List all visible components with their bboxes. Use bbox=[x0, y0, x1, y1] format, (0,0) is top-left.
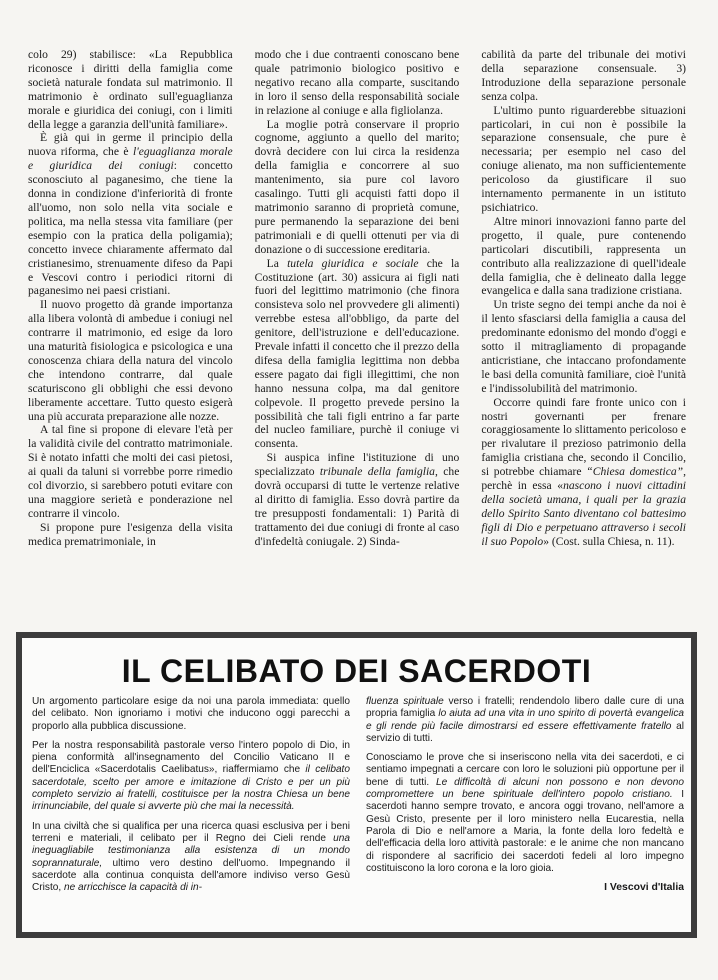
paragraph bbox=[32, 821, 350, 895]
paragraph bbox=[255, 451, 460, 548]
text: , perchè in essa « bbox=[481, 465, 686, 493]
article-column-1 bbox=[28, 48, 233, 604]
text: L'ultimo punto riguarderebbe situazioni particolari, in cui non è possibile la separazione consensuale, che pure è necessaria; per esempio nel caso del coniuge alienato, ma non sufficientemente pericoloso da giustificare il suo internamento permanente in un istituto psichiatrico. bbox=[481, 103, 686, 214]
article-column-3 bbox=[481, 48, 686, 604]
paragraph bbox=[366, 696, 684, 745]
article-column-2 bbox=[255, 48, 460, 604]
paragraph bbox=[28, 423, 233, 520]
paragraph bbox=[28, 521, 233, 549]
paragraph bbox=[255, 118, 460, 257]
italic-text: tribunale della famiglia bbox=[319, 465, 435, 479]
text: , che dovrà occuparsi di tutte le vertenze relative al diritto di famiglia. Esso dovrà partire da tre presupposti fondamentali: 1) Parità di trattamento dei due coniugi di fronte al caso d'infedeltà coniugale. 2) Sinda- bbox=[254, 465, 460, 548]
text: Il nuovo progetto dà grande importanza alla libera volontà di ambedue i coniugi nel contrarre il matrimonio, ed esige da loro una maturità fisiologica e psicologica e una conoscenza chiara della natura del vincolo che intendono contrarre, dal quale scaturiscono gli obblighi che essi devono liberamente accettare. Tutto questo esigerà una più accurata preparazione alle nozze. bbox=[28, 298, 233, 423]
paragraph bbox=[28, 131, 233, 298]
text: verso i fratelli; rendendolo libero dalle cure di una propria famiglia bbox=[366, 696, 684, 720]
paragraph bbox=[481, 48, 686, 104]
paragraph bbox=[255, 257, 460, 452]
paragraph bbox=[481, 104, 686, 215]
italic-text: l'eguaglianza morale e giuridica dei coniugi bbox=[28, 145, 233, 173]
italic-text: una ineguagliabile testimonianza alla esistenza di un mondo soprannaturale, bbox=[32, 832, 350, 869]
text: : concetto sconosciuto al paganesimo, che tiene la donna in condizione d'inferiorità di fronte all'uomo, non solo nella vita sociale e politica, ma nella stessa vita familiare (per esempio con la pratica della poligamia); concetto invece chiaramente affermato dal cristianesimo, strenuamente difeso da Papi e Vescovi contro i periodici ritorni di paganesimo nei paesi cristiani. bbox=[28, 159, 233, 298]
text: colo 29) stabilisce: «La Repubblica riconosce i diritti della famiglia come società naturale fondata sul matrimonio. Il matrimonio è ordinato sull'eguaglianza morale e giuridica dei coniugi, con i limiti della legge a garanzia dell'unità familiare». bbox=[28, 48, 233, 131]
text: Si auspica infine l'istituzione di uno specializzato bbox=[254, 451, 460, 479]
text: Si propone pure l'esigenza della visita medica prematrimoniale, in bbox=[28, 520, 233, 548]
paragraph bbox=[366, 752, 684, 875]
box-title: IL CELIBATO DEI SACERDOTI bbox=[121, 653, 592, 689]
text: Conosciamo le prove che si inseriscono nella vita dei sacerdoti, e ci sentiamo impegnati a cercare con loro le soluzioni più opportune per il bene di tutti. bbox=[366, 752, 684, 788]
paragraph bbox=[32, 740, 350, 814]
text: modo che i due contraenti conoscano bene quale patrimonio biologico positivo e negativo recano alla comparte, suscitando in loro il senso della responsabilità sociale in relazione al coniuge e alla figliolanza. bbox=[254, 48, 460, 117]
text: ultimo vero destino dell'uomo. Impegnando il sacerdote alla continua conquista dell'amore indiviso verso Gesù Cristo, bbox=[32, 857, 350, 894]
italic-text: tutela giuridica e sociale bbox=[287, 256, 419, 270]
paragraph bbox=[28, 298, 233, 423]
italic-text: nascono i nuovi cittadini della società umana, i quali per la grazia dello Spirito Santo diventano col battesimo figli di Dio e perpetuano attraverso i secoli il suo Popolo bbox=[481, 479, 686, 548]
text: La moglie potrà conservare il proprio cognome, aggiunto a quello del marito; dovrà decidere con lui circa la residenza della famiglia e concorrere al suo mantenimento, sia pure col lavoro casalingo. Tutti gli acquisti fatti dopo il matrimonio saranno di proprietà comune, pure permanendo la separazione dei beni patrimoniali e di quelli ottenuti per via di donazione o di successione ereditaria. bbox=[254, 117, 460, 256]
text: In una civiltà che si qualifica per una ricerca quasi esclusiva per i beni terreni e materiali, il celibato per il Regno dei Cieli rende bbox=[32, 820, 350, 844]
italic-text: ne arricchisce la capacità di in- bbox=[63, 882, 202, 894]
signature: I Vescovi d'Italia bbox=[604, 882, 684, 894]
box-column-left bbox=[32, 696, 350, 931]
italic-text: il celibato sacerdotale, scelto per amore e imitazione di Cristo e per un più completo servizio ai fratelli, costituisce per la nostra Chiesa un bene irrinunciabile, del quale si avverte più che mai la necessità. bbox=[32, 764, 350, 813]
italic-text: Le difficoltà di alcuni non possono e non devono compromettere un bene spirituale dell'intero popolo cristiano. bbox=[366, 776, 684, 801]
text: » (Cost. sulla Chiesa, n. 11). bbox=[543, 534, 675, 548]
text: al servizio di tutti. bbox=[366, 720, 684, 744]
text: È già qui in germe il principio della nuova riforma, che è bbox=[28, 131, 233, 159]
paragraph bbox=[28, 48, 233, 131]
box-column-right bbox=[366, 696, 684, 931]
text: Un argomento particolare esige da noi una parola immediata: quello del celibato. Non ignoriamo i motivi che inducono oggi parecchi a proporlo alla pubblica discussione. bbox=[32, 696, 350, 732]
text: La bbox=[266, 256, 288, 270]
paragraph bbox=[481, 298, 686, 395]
text: A tal fine si propone di elevare l'età per la validità civile del contratto matrimoniale. Si è notato infatti che molti dei casi pietosi, ai quali da taluni si vorrebbe porre rimedio col divorzio, si sarebbero potuti evitare con una maggiore serietà e ponderazione nel contrarre il vincolo. bbox=[28, 423, 233, 520]
paragraph bbox=[32, 696, 350, 733]
italic-text: fluenza spirituale bbox=[366, 696, 444, 707]
text: Per la nostra responsabilità pastorale verso l'intero popolo di Dio, in piena conformità all'insegnamento del Concilio Vaticano II e dell'Enciclica «Sacerdotalis Caelibatus», riaffermiamo che bbox=[32, 739, 350, 776]
text: Un triste segno dei tempi anche da noi è il lento sfasciarsi della famiglia a causa del predominante edonismo del mondo d'oggi e sotto il mitragliamento di propagande anticristiane, che intaccano profondamente le basi della comunità familiare, cioè l'unità e l'indissolubilità del matrimonio. bbox=[481, 298, 686, 395]
text: I sacerdoti hanno sempre trovato, e ancora oggi trovano, nell'amore a Gesù Cristo, presente per il loro ministero nella Eucarestia, nella Parola di Dio e nell'amore a Maria, la fonte della loro fedeltà e dell'efficacia della loro attività pastorale: e le anime che non mancano di rispondere al sacrificio dei sacerdoti fedeli al loro impegno costituiscono la loro corona e la loro gioia. bbox=[366, 789, 684, 874]
paragraph bbox=[481, 215, 686, 298]
box-body bbox=[32, 696, 685, 931]
text: Altre minori innovazioni fanno parte del progetto, il quale, pure contenendo particolari discutibili, rappresenta un contributo alla realizzazione di quell'ideale della famiglia, che è delineato dalla legge evangelica e dalla sana tradizione cristiana. bbox=[481, 214, 686, 298]
text: cabilità da parte del tribunale dei motivi della separazione consensuale. 3) Introduzione della separazione personale senza colpa. bbox=[481, 48, 686, 103]
text: che la Costituzione (art. 30) assicura ai figli nati fuori del legittimo matrimonio (che finora consisteva solo nel provvedere gli alimenti) verrebbe estesa all'obbligo, da parte del genitore, dell'istruzione e dell'educazione. Prevale infatti il concetto che il prezzo della difesa della famiglia legittima non debba essere pagato dai figli illegittimi, che non hanno nessuna colpa, ma dal genitore colpevole. Il progetto prevede persino la possibilità che tali figli entrino a far parte del nucleo familiare, purchè il coniuge vi consenta. bbox=[254, 256, 460, 451]
celibacy-statement-box bbox=[16, 632, 697, 938]
paragraph bbox=[255, 48, 460, 118]
text: Occorre quindi fare fronte unico con i nostri governanti per frenare coraggiosamente lo slittamento pericoloso e per rivalutare il prezioso patrimonio della famiglia cristiana che, secondo il Concilio, si potrebbe chiamare bbox=[481, 395, 686, 479]
paragraph bbox=[481, 396, 686, 549]
italic-text: lo aiuta ad una vita in uno spirito di povertà evangelica e gli rende più facile dimostrarsi ed essere effettivamente fratello bbox=[366, 708, 684, 732]
article-columns bbox=[28, 48, 686, 604]
italic-text: “Chiesa domestica” bbox=[586, 465, 684, 479]
